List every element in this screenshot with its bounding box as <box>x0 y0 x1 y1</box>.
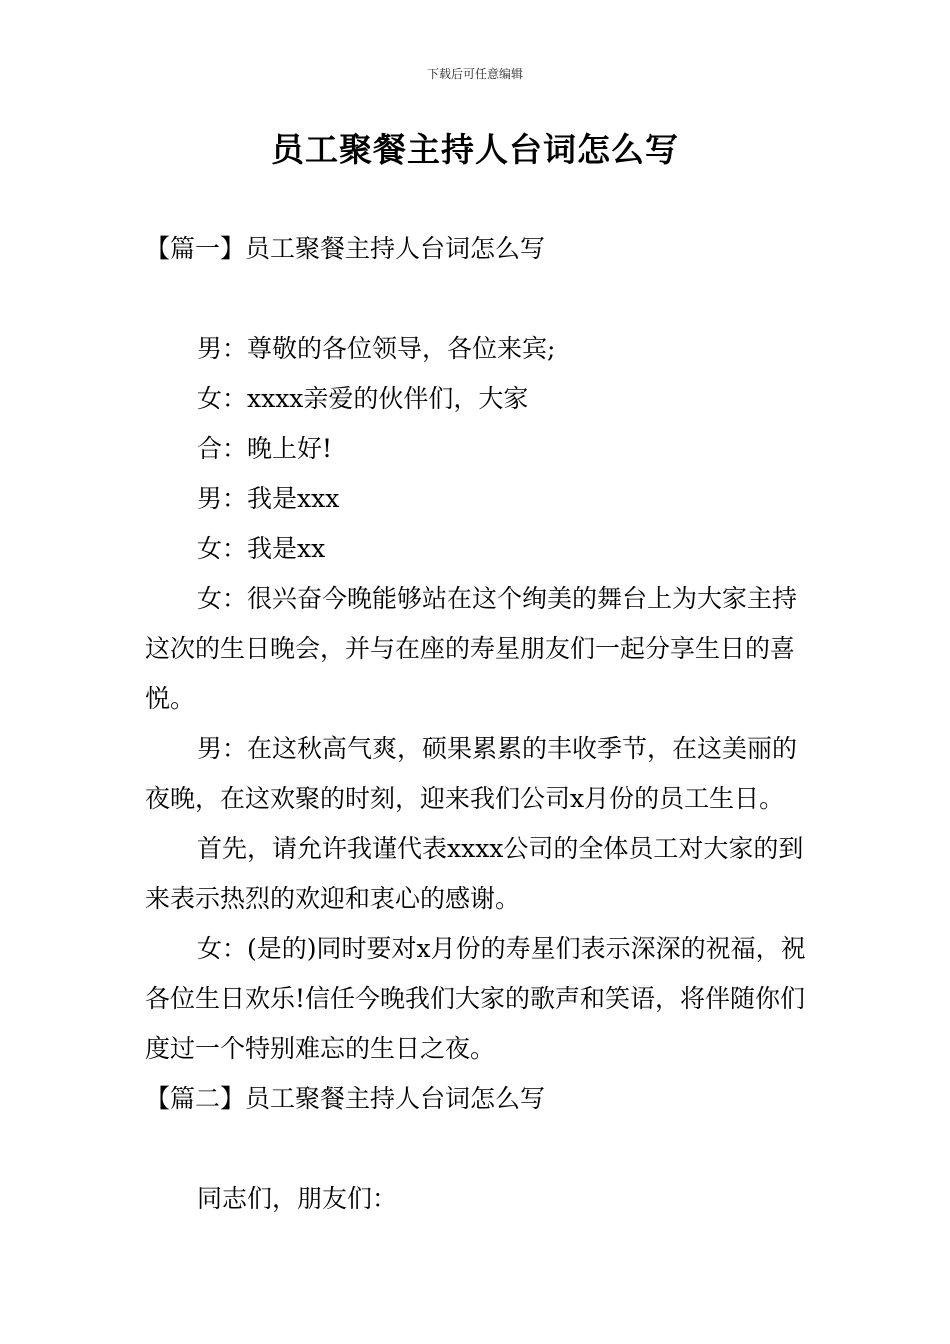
paragraph: 首先，请允许我谨代表xxxx公司的全体员工对大家的到来表示热烈的欢迎和衷心的感谢。 <box>145 834 804 913</box>
paragraph: 女：xxxx亲爱的伙伴们，大家 <box>197 384 529 413</box>
paragraph: 女：很兴奋今晚能够站在这个绚美的舞台上为大家主持这次的生日晚会，并与在座的寿星朋友们一起分享生日的喜悦。 <box>145 584 798 713</box>
spacer <box>145 274 815 324</box>
section-heading-2: 【篇二】员工聚餐主持人台词怎么写 <box>145 1084 546 1113</box>
section-heading-1: 【篇一】员工聚餐主持人台词怎么写 <box>145 234 546 263</box>
document-title: 员工聚餐主持人台词怎么写 <box>271 130 679 169</box>
paragraph: 男：尊敬的各位领导，各位来宾; <box>197 334 556 363</box>
paragraph: 男：我是xxx <box>197 484 340 513</box>
paragraph: 男：在这秋高气爽，硕果累累的丰收季节，在这美丽的夜晚，在这欢聚的时刻，迎来我们公司x月份的员工生日。 <box>145 734 798 813</box>
document-body <box>145 224 815 1224</box>
paragraph: 同志们，朋友们： <box>197 1184 398 1213</box>
paragraph: 女：我是xx <box>197 534 326 563</box>
paragraph: 合：晚上好! <box>197 434 333 463</box>
paragraph: 女：(是的)同时要对x月份的寿星们表示深深的祝福，祝各位生日欢乐!信任今晚我们大家的歌声和笑语，将伴随你们度过一个特别难忘的生日之夜。 <box>145 934 806 1063</box>
header-note: 下载后可任意编辑 <box>426 67 523 81</box>
spacer <box>145 1124 815 1174</box>
